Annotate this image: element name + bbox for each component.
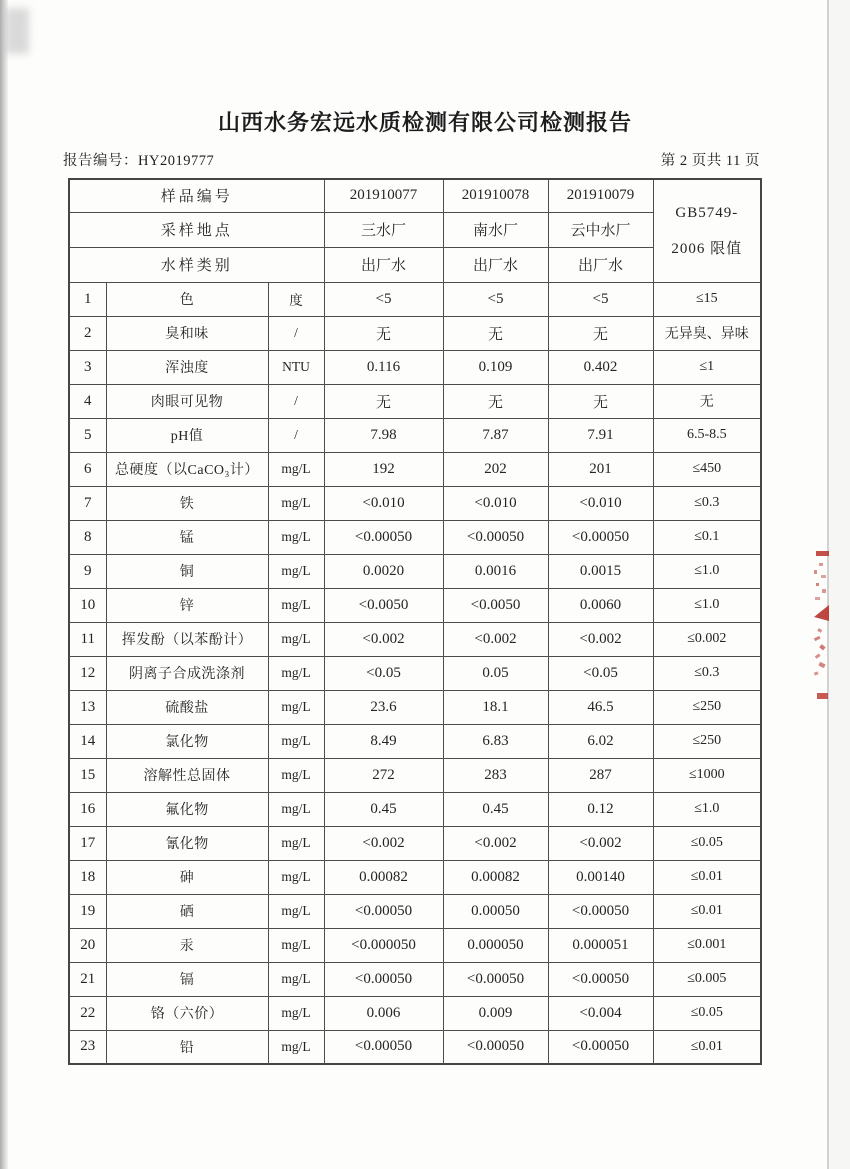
cell-v1: 8.49 <box>324 724 443 758</box>
cell-v1: 0.0020 <box>324 554 443 588</box>
cell-name: 氟化物 <box>106 792 268 826</box>
cell-no: 6 <box>69 452 106 486</box>
cell-unit: mg/L <box>268 826 324 860</box>
cell-no: 4 <box>69 384 106 418</box>
cell-limit: ≤1000 <box>653 758 761 792</box>
cell-v2: 0.00082 <box>443 860 548 894</box>
scan-smudge-top-left <box>5 8 29 54</box>
cell-v2: 0.009 <box>443 996 548 1030</box>
cell-limit: ≤15 <box>653 282 761 316</box>
cell-unit: mg/L <box>268 588 324 622</box>
cell-v3: <0.010 <box>548 486 653 520</box>
cell-v3: 0.402 <box>548 350 653 384</box>
cell-name: 阴离子合成洗涤剂 <box>106 656 268 690</box>
sample-type-3: 出厂水 <box>548 247 653 282</box>
cell-unit: mg/L <box>268 554 324 588</box>
table-row <box>69 928 761 962</box>
location-1: 三水厂 <box>324 212 443 247</box>
cell-limit: 无 <box>653 384 761 418</box>
cell-v1: <0.002 <box>324 826 443 860</box>
table-row <box>69 826 761 860</box>
table-row <box>69 996 761 1030</box>
cell-limit: ≤0.05 <box>653 826 761 860</box>
cell-v1: 272 <box>324 758 443 792</box>
cell-unit: 度 <box>268 282 324 316</box>
cell-v2: 0.45 <box>443 792 548 826</box>
cell-no: 5 <box>69 418 106 452</box>
cell-v1: <0.00050 <box>324 894 443 928</box>
table-row <box>69 316 761 350</box>
cell-no: 15 <box>69 758 106 792</box>
cell-v3: <0.00050 <box>548 894 653 928</box>
cell-name: pH值 <box>106 418 268 452</box>
cell-unit: / <box>268 384 324 418</box>
cell-v3: 0.12 <box>548 792 653 826</box>
cell-unit: mg/L <box>268 486 324 520</box>
cell-no: 10 <box>69 588 106 622</box>
cell-v3: 7.91 <box>548 418 653 452</box>
cell-v2: <0.00050 <box>443 962 548 996</box>
cell-limit: ≤0.005 <box>653 962 761 996</box>
sample-no-2: 201910078 <box>443 179 548 212</box>
cell-name: 臭和味 <box>106 316 268 350</box>
cell-v1: <0.000050 <box>324 928 443 962</box>
cell-limit: ≤0.01 <box>653 860 761 894</box>
table-row <box>69 486 761 520</box>
cell-unit: mg/L <box>268 894 324 928</box>
results-tbody <box>69 282 761 1064</box>
cell-limit: ≤0.05 <box>653 996 761 1030</box>
cell-name: 锰 <box>106 520 268 554</box>
cell-v3: 无 <box>548 316 653 350</box>
cell-no: 17 <box>69 826 106 860</box>
cell-unit: mg/L <box>268 724 324 758</box>
cell-no: 7 <box>69 486 106 520</box>
cell-v2: 18.1 <box>443 690 548 724</box>
sample-no-label: 样品编号 <box>69 179 324 212</box>
cell-name: 锌 <box>106 588 268 622</box>
cell-name: 氯化物 <box>106 724 268 758</box>
location-3: 云中水厂 <box>548 212 653 247</box>
cell-no: 23 <box>69 1030 106 1064</box>
cell-name: 色 <box>106 282 268 316</box>
cell-v2: 0.00050 <box>443 894 548 928</box>
cell-no: 1 <box>69 282 106 316</box>
cell-no: 11 <box>69 622 106 656</box>
cell-unit: / <box>268 418 324 452</box>
cell-v1: <0.05 <box>324 656 443 690</box>
cell-v3: <0.00050 <box>548 1030 653 1064</box>
red-stamp-fragment <box>809 545 831 707</box>
cell-v1: <0.00050 <box>324 962 443 996</box>
cell-limit: ≤0.01 <box>653 894 761 928</box>
cell-v1: <0.010 <box>324 486 443 520</box>
page-indicator: 第 2 页共 11 页 <box>660 153 760 169</box>
cell-v2: <5 <box>443 282 548 316</box>
cell-v2: <0.010 <box>443 486 548 520</box>
cell-v2: 202 <box>443 452 548 486</box>
cell-v1: 0.116 <box>324 350 443 384</box>
cell-name: 硫酸盐 <box>106 690 268 724</box>
cell-v3: 46.5 <box>548 690 653 724</box>
cell-v3: <0.00050 <box>548 520 653 554</box>
sample-type-2: 出厂水 <box>443 247 548 282</box>
cell-unit: NTU <box>268 350 324 384</box>
cell-v3: <0.002 <box>548 826 653 860</box>
cell-v3: 0.0015 <box>548 554 653 588</box>
limit-header-cell <box>653 179 761 282</box>
cell-name: 氰化物 <box>106 826 268 860</box>
cell-v1: <5 <box>324 282 443 316</box>
cell-limit: ≤250 <box>653 690 761 724</box>
sample-type-label: 水样类别 <box>69 247 324 282</box>
cell-no: 16 <box>69 792 106 826</box>
cell-v2: 6.83 <box>443 724 548 758</box>
cell-limit: ≤0.01 <box>653 1030 761 1064</box>
cell-v3: <5 <box>548 282 653 316</box>
cell-v2: 0.05 <box>443 656 548 690</box>
cell-limit: ≤450 <box>653 452 761 486</box>
cell-v3: <0.00050 <box>548 962 653 996</box>
results-table-header <box>69 179 761 282</box>
table-row <box>69 1030 761 1064</box>
cell-v2: 7.87 <box>443 418 548 452</box>
cell-name: 浑浊度 <box>106 350 268 384</box>
cell-v1: 0.006 <box>324 996 443 1030</box>
cell-name: 肉眼可见物 <box>106 384 268 418</box>
cell-v2: 0.0016 <box>443 554 548 588</box>
cell-no: 3 <box>69 350 106 384</box>
cell-no: 13 <box>69 690 106 724</box>
cell-name: 镉 <box>106 962 268 996</box>
cell-name: 铅 <box>106 1030 268 1064</box>
cell-v1: 0.45 <box>324 792 443 826</box>
table-row <box>69 418 761 452</box>
cell-unit: mg/L <box>268 962 324 996</box>
location-label: 采样地点 <box>69 212 324 247</box>
results-table <box>68 178 762 1065</box>
cell-limit: ≤250 <box>653 724 761 758</box>
cell-v2: <0.002 <box>443 826 548 860</box>
cell-unit: mg/L <box>268 520 324 554</box>
cell-no: 9 <box>69 554 106 588</box>
cell-limit: ≤1.0 <box>653 792 761 826</box>
cell-unit: mg/L <box>268 758 324 792</box>
cell-v1: <0.0050 <box>324 588 443 622</box>
scan-edge-left <box>0 0 8 1169</box>
scan-edge-right <box>829 0 850 1169</box>
location-2: 南水厂 <box>443 212 548 247</box>
cell-v1: 192 <box>324 452 443 486</box>
cell-limit: ≤0.3 <box>653 486 761 520</box>
table-row <box>69 554 761 588</box>
cell-v1: 无 <box>324 316 443 350</box>
cell-name: 铬（六价） <box>106 996 268 1030</box>
cell-no: 2 <box>69 316 106 350</box>
cell-unit: mg/L <box>268 690 324 724</box>
cell-v1: <0.002 <box>324 622 443 656</box>
cell-unit: / <box>268 316 324 350</box>
cell-v1: 23.6 <box>324 690 443 724</box>
cell-no: 22 <box>69 996 106 1030</box>
cell-unit: mg/L <box>268 1030 324 1064</box>
sample-type-1: 出厂水 <box>324 247 443 282</box>
cell-unit: mg/L <box>268 656 324 690</box>
cell-unit: mg/L <box>268 792 324 826</box>
cell-v3: 0.0060 <box>548 588 653 622</box>
cell-no: 20 <box>69 928 106 962</box>
cell-unit: mg/L <box>268 860 324 894</box>
cell-v3: <0.05 <box>548 656 653 690</box>
cell-v1: 7.98 <box>324 418 443 452</box>
cell-v2: 无 <box>443 384 548 418</box>
cell-name: 砷 <box>106 860 268 894</box>
cell-v1: <0.00050 <box>324 1030 443 1064</box>
limit-header-line2: 2006 限值 <box>671 240 743 257</box>
cell-limit: ≤0.1 <box>653 520 761 554</box>
cell-limit: ≤0.3 <box>653 656 761 690</box>
sample-no-3: 201910079 <box>548 179 653 212</box>
table-row <box>69 350 761 384</box>
table-row <box>69 622 761 656</box>
cell-v3: <0.004 <box>548 996 653 1030</box>
table-row <box>69 758 761 792</box>
table-row <box>69 962 761 996</box>
cell-v3: 201 <box>548 452 653 486</box>
cell-v2: 0.109 <box>443 350 548 384</box>
cell-name: 总硬度（以CaCO₃计） <box>106 452 268 486</box>
cell-name: 挥发酚（以苯酚计） <box>106 622 268 656</box>
cell-v3: <0.002 <box>548 622 653 656</box>
table-row <box>69 282 761 316</box>
table-row <box>69 520 761 554</box>
cell-v3: 无 <box>548 384 653 418</box>
cell-v2: <0.00050 <box>443 1030 548 1064</box>
cell-limit: ≤1 <box>653 350 761 384</box>
table-row <box>69 894 761 928</box>
cell-unit: mg/L <box>268 928 324 962</box>
cell-unit: mg/L <box>268 996 324 1030</box>
limit-header-line1: GB5749- <box>675 204 739 221</box>
cell-name: 汞 <box>106 928 268 962</box>
table-row <box>69 690 761 724</box>
cell-no: 12 <box>69 656 106 690</box>
table-row <box>69 384 761 418</box>
report-meta <box>63 149 760 170</box>
cell-limit: 无异臭、异味 <box>653 316 761 350</box>
cell-v1: 0.00082 <box>324 860 443 894</box>
cell-v1: <0.00050 <box>324 520 443 554</box>
sample-no-1: 201910077 <box>324 179 443 212</box>
cell-v2: 0.000050 <box>443 928 548 962</box>
report-number: 报告编号：HY2019777 <box>63 153 215 169</box>
report-title: 山西水务宏远水质检测有限公司检测报告 <box>217 111 632 136</box>
cell-v3: 0.000051 <box>548 928 653 962</box>
cell-no: 8 <box>69 520 106 554</box>
cell-v2: <0.00050 <box>443 520 548 554</box>
table-row <box>69 656 761 690</box>
cell-name: 铜 <box>106 554 268 588</box>
header-row-sample-no <box>69 179 761 212</box>
table-row <box>69 588 761 622</box>
cell-v2: 283 <box>443 758 548 792</box>
table-row <box>69 860 761 894</box>
cell-name: 溶解性总固体 <box>106 758 268 792</box>
cell-v2: 无 <box>443 316 548 350</box>
cell-v3: 287 <box>548 758 653 792</box>
cell-unit: mg/L <box>268 452 324 486</box>
cell-unit: mg/L <box>268 622 324 656</box>
cell-name: 硒 <box>106 894 268 928</box>
cell-limit: ≤0.002 <box>653 622 761 656</box>
cell-no: 18 <box>69 860 106 894</box>
cell-name: 铁 <box>106 486 268 520</box>
cell-limit: ≤0.001 <box>653 928 761 962</box>
cell-v2: <0.0050 <box>443 588 548 622</box>
cell-no: 21 <box>69 962 106 996</box>
table-row <box>69 452 761 486</box>
table-row <box>69 792 761 826</box>
cell-v3: 6.02 <box>548 724 653 758</box>
cell-no: 19 <box>69 894 106 928</box>
cell-no: 14 <box>69 724 106 758</box>
cell-limit: 6.5-8.5 <box>653 418 761 452</box>
cell-limit: ≤1.0 <box>653 588 761 622</box>
cell-v2: <0.002 <box>443 622 548 656</box>
cell-v3: 0.00140 <box>548 860 653 894</box>
cell-limit: ≤1.0 <box>653 554 761 588</box>
cell-v1: 无 <box>324 384 443 418</box>
table-row <box>69 724 761 758</box>
